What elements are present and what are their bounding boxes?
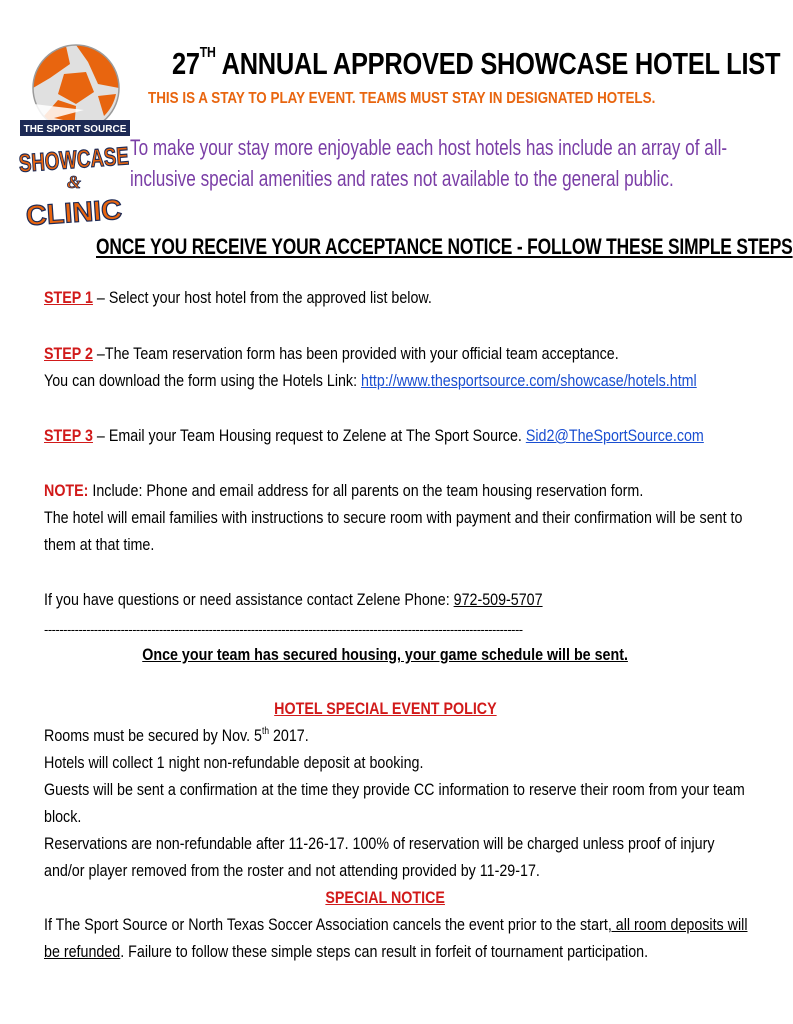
policy-line-5: Reservations are non-refundable after 11-26-17. 100% of reservation will be charged unless proof of injury bbox=[44, 834, 715, 853]
step-3-label: STEP 3 bbox=[44, 426, 93, 445]
note-line-1: NOTE: Include: Phone and email address for all parents on the team housing reservation form. bbox=[44, 481, 644, 500]
step-1-label: STEP 1 bbox=[44, 288, 93, 307]
logo-brand-top: THE SPORT SOURCE bbox=[23, 124, 127, 135]
intro-line-2: inclusive special amenities and rates not available to the general public. bbox=[130, 166, 674, 191]
policy-line-6: and/or player removed from the roster and not attending provided by 11-29-17. bbox=[44, 861, 540, 880]
contact-line: If you have questions or need assistance contact Zelene Phone: 972-509-5707 bbox=[44, 590, 543, 609]
step-2-line-2: You can download the form using the Hotels Link: http://www.thesportsource.com/showcase/hotels.html bbox=[44, 371, 697, 390]
sport-source-showcase-logo bbox=[14, 44, 167, 232]
page-subtitle: THIS IS A STAY TO PLAY EVENT. TEAMS MUST STAY IN DESIGNATED HOTELS. bbox=[148, 90, 656, 107]
logo-brand-word1: SHOWCASE bbox=[18, 139, 167, 178]
note-line-3: them at that time. bbox=[44, 535, 155, 554]
logo-brand-amp: & bbox=[66, 172, 82, 192]
page-title: 27TH ANNUAL APPROVED SHOWCASE HOTEL LIST bbox=[172, 44, 781, 81]
logo-brand-word2: CLINIC bbox=[24, 193, 121, 232]
policy-line-3: Guests will be sent a confirmation at the time they provide CC information to reserve their room from your team bbox=[44, 780, 745, 799]
schedule-notice: Once your team has secured housing, your game schedule will be sent. bbox=[142, 645, 628, 664]
special-notice-line-1: If The Sport Source or North Texas Soccer Association cancels the event prior to the start, all room deposits will bbox=[44, 915, 748, 934]
email-link[interactable]: Sid2@TheSportSource.com bbox=[525, 426, 704, 445]
policy-line-2: Hotels will collect 1 night non-refundable deposit at booking. bbox=[44, 753, 424, 772]
special-notice-line-2: be refunded. Failure to follow these simple steps can result in forfeit of tournament participation. bbox=[44, 942, 649, 961]
note-line-2: The hotel will email families with instructions to secure room with payment and their confirmation will be sent to bbox=[44, 508, 743, 527]
special-notice-heading: SPECIAL NOTICE bbox=[325, 888, 445, 907]
step-2-label: STEP 2 bbox=[44, 344, 93, 363]
steps-heading: ONCE YOU RECEIVE YOUR ACCEPTANCE NOTICE - FOLLOW THESE SIMPLE STEPS bbox=[96, 234, 793, 259]
contact-phone: 972-509-5707 bbox=[453, 590, 543, 609]
intro-line-1: To make your stay more enjoyable each host hotels has include an array of all- bbox=[130, 135, 728, 160]
divider: ----------------------------------------------------------------------------------------------------------------------------- bbox=[44, 622, 523, 637]
policy-line-4: block. bbox=[44, 807, 82, 826]
hotels-link[interactable]: http://www.thesportsource.com/showcase/hotels.html bbox=[361, 371, 697, 390]
policy-line-1: Rooms must be secured by Nov. 5th 2017. bbox=[44, 726, 309, 745]
policy-heading: HOTEL SPECIAL EVENT POLICY bbox=[273, 699, 497, 718]
note-label: NOTE: bbox=[44, 481, 89, 500]
step-3: STEP 3 – Email your Team Housing request to Zelene at The Sport Source. Sid2@TheSportSource.com bbox=[44, 426, 704, 445]
step-2: STEP 2 –The Team reservation form has been provided with your official team acceptance. bbox=[44, 344, 619, 363]
title-superscript: TH bbox=[199, 44, 216, 61]
step-1: STEP 1 – Select your host hotel from the approved list below. bbox=[44, 288, 432, 307]
